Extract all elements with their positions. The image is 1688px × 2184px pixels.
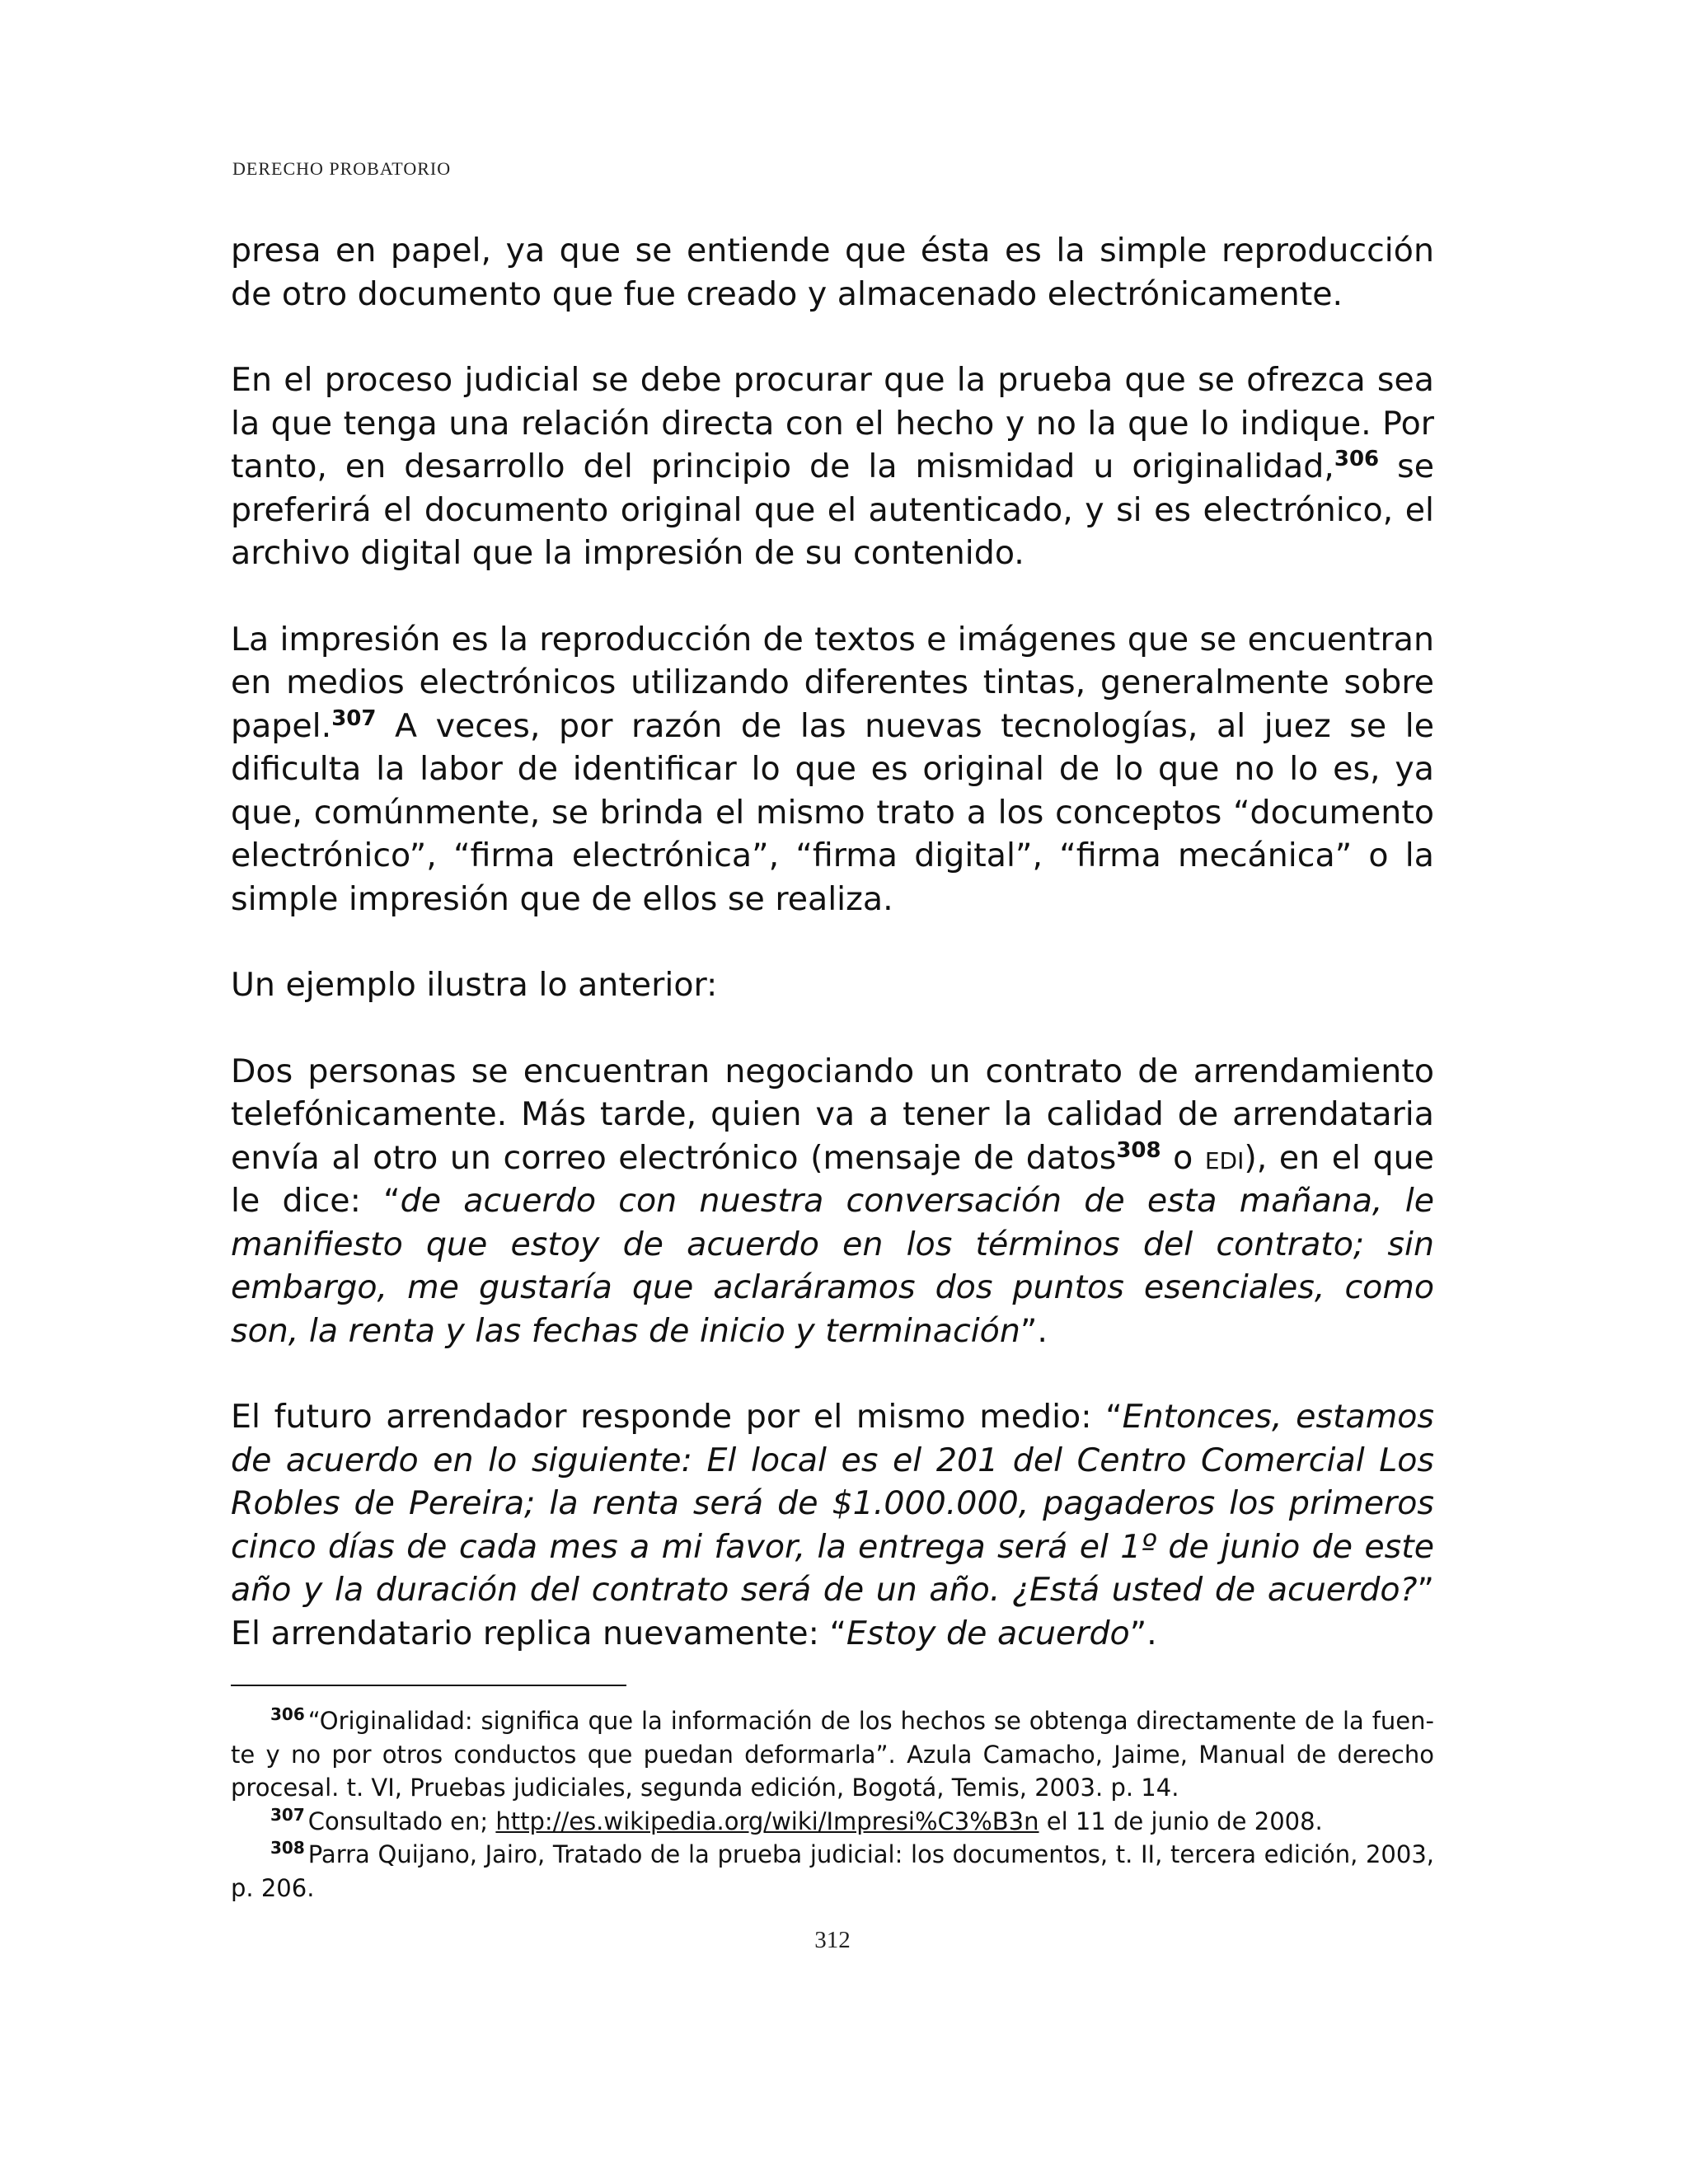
body-text xyxy=(231,229,1434,1698)
quoted-email: de acuerdo con nuestra conversación de esta mañana, le manifiesto que estoy de acuerdo en los términos del contrato; sin embargo, me gustaría que aclaráramos dos puntos esenciales, como son, la renta y las fechas de inicio y terminación xyxy=(231,1182,1434,1350)
footnote-ref-306[interactable]: 306 xyxy=(1334,446,1380,471)
page-number: 312 xyxy=(814,1927,851,1953)
footnotes xyxy=(231,1704,1434,1905)
footnote-308: $^{308}$ Parra Quijano, Jairo, Tratado de la prueba judicial: los documentos, t. II, tercera edición, 2003, p. 206. xyxy=(231,1838,1434,1902)
footnote-number: 308 xyxy=(270,1838,305,1858)
footnote-ref-308[interactable]: 308 xyxy=(1116,1137,1161,1163)
footnote-separator xyxy=(231,1685,626,1686)
paragraph-3: La impresión es la reproducción de textos e imágenes que se encuentran en medios electrónicos utilizando diferentes tintas, generalmente sobre papel.$^{307}$ A veces, por razón de las nuevas tecnologías, al juez se le dificulta la labor de identificar lo que es original de lo que no lo es, ya que, comúnmente, se brinda el mismo trato a los conceptos “documento electrónico”, “firma electrónica”, “firma digital”, “firma mecánica” o la simple impresión que de ellos se realiza. xyxy=(231,620,1434,918)
footnote-ref-307[interactable]: 307 xyxy=(331,705,377,731)
footnote-link[interactable]: http://es.wikipedia.org/wiki/Impresi%C3%B3n xyxy=(495,1807,1039,1835)
paragraph-4: Un ejemplo ilustra lo anterior: xyxy=(231,966,718,1004)
paragraph-5: Dos personas se encuentran negociando un contrato de arrendamiento telefónicamente. Más tarde, quien va a tener la calidad de arrendataria envía al otro un correo electrónico (mensaje de datos$^{308}$ o edi), en el que le dice: “de acuerdo con nuestra conversación de esta mañana, le manifiesto que estoy de acuerdo en los términos del contrato; sin embargo, me gustaría que aclaráramos dos puntos esenciales, como son, la renta y las fechas de inicio y terminación”. xyxy=(231,1052,1434,1350)
edi-abbreviation: edi xyxy=(1204,1138,1245,1177)
footnote-307: $^{307}$ Consultado en; http://es.wikipedia.org/wiki/Impresi%C3%B3n el 11 de junio de 2008. xyxy=(270,1804,1323,1835)
paragraph-1: presa en papel, ya que se entiende que ésta es la simple reproducción de otro documento que fue creado y almacenado electrónicamente. xyxy=(231,232,1434,313)
footnote-number: 307 xyxy=(270,1804,305,1825)
footnote-number: 306 xyxy=(270,1704,305,1725)
quoted-agreement: Estoy de acuerdo xyxy=(846,1614,1130,1652)
paragraph-2: En el proceso judicial se debe procurar que la prueba que se ofrezca sea la que tenga una relación directa con el hecho y no la que lo indique. Por tanto, en desarrollo del principio de la mismidad u originalidad,$^{306}$ se preferirá el documento original que el autenticado, y si es electrónico, el archivo digital que la impresión de su contenido. xyxy=(231,361,1435,572)
footnote-306: $^{306}$ “Originalidad: significa que la información de los hechos se obtenga directamente de la fuente y no por otros conductos que puedan deformarla”. Azula Camacho, Jaime, Manual de derecho procesal. t. VI, Pruebas judiciales, segunda edición, Bogotá, Temis, 2003. p. 14. xyxy=(231,1704,1434,1802)
quoted-reply: Entonces, estamos de acuerdo en lo siguiente: El local es el 201 del Centro Comercial Los Robles de Pereira; la renta será de $1.000.000, pagaderos los primeros cinco días de cada mes a mi favor, la entrega será el 1º de junio de este año y la duración del contrato será de un año. ¿Está usted de acuerdo? xyxy=(231,1398,1434,1609)
running-head: DERECHO PROBATORIO xyxy=(232,158,452,179)
document-page xyxy=(231,0,1434,2184)
paragraph-6: El futuro arrendador responde por el mismo medio: “Entonces, estamos de acuerdo en lo siguiente: El local es el 201 del Centro Comercial Los Robles de Pereira; la renta será de $1.000.000, pagaderos los primeros cinco días de cada mes a mi favor, la entrega será el 1º de junio de este año y la duración del contrato será de un año. ¿Está usted de acuerdo?” El arrendatario replica nuevamente: “Estoy de acuerdo”. xyxy=(231,1398,1434,1652)
